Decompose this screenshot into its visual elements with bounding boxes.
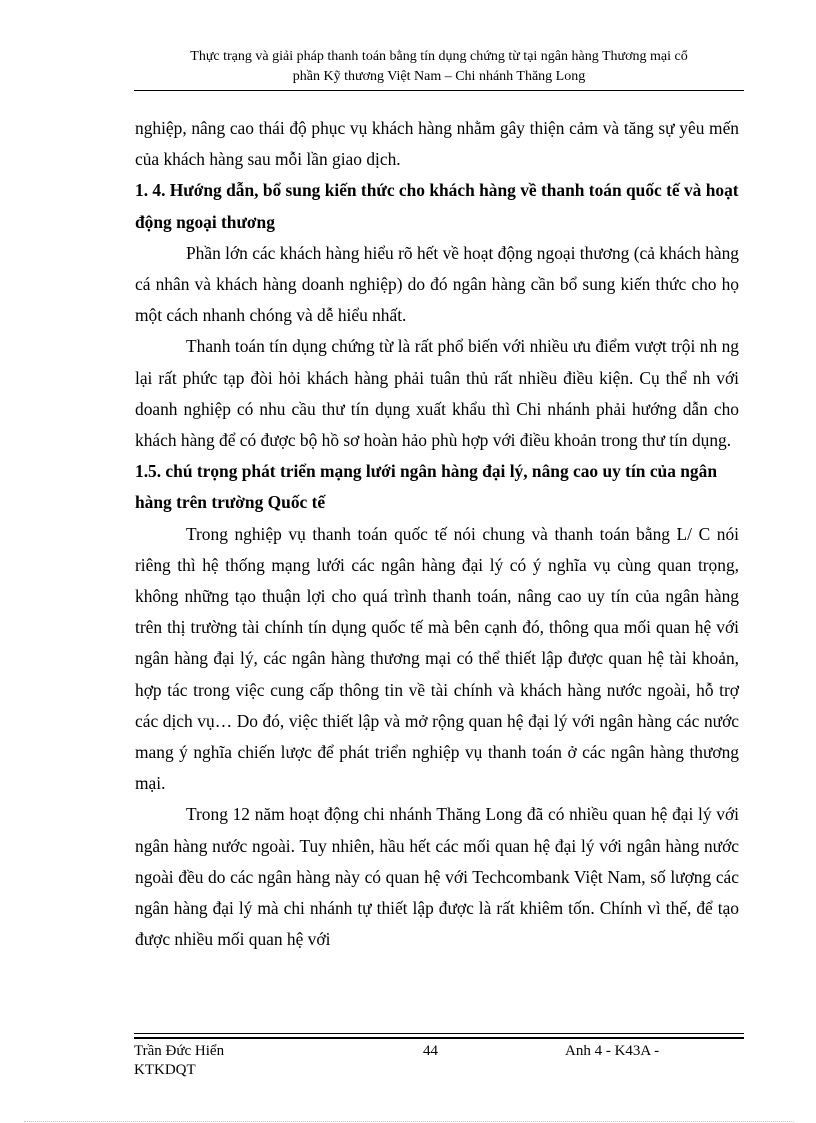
page-bottom-edge bbox=[24, 1121, 794, 1122]
footer-divider-thin bbox=[134, 1033, 744, 1034]
section-heading-1-4: 1. 4. Hướng dẫn, bổ sung kiến thức cho khách hàng về thanh toán quốc tế và hoạt động ngoại thương bbox=[135, 180, 739, 232]
header-title-line-2: phần Kỹ thương Việt Nam – Chi nhánh Thăng Long bbox=[292, 69, 586, 84]
page-header bbox=[134, 47, 744, 87]
section-heading-1-5: 1.5. chú trọng phát triển mạng lưới ngân hàng đại lý, nâng cao uy tín của ngân hàng trên trường Quốc tế bbox=[135, 461, 717, 513]
page-number: 44 bbox=[423, 1043, 438, 1059]
footer-author: Trần Đức Hiển KTKDQT bbox=[134, 1043, 225, 1078]
paragraph-continuation: nghiệp, nâng cao thái độ phục vụ khách hàng nhằm gây thiện cảm và tăng sự yêu mến của khách hàng sau mỗi lần giao dịch. bbox=[135, 118, 739, 170]
header-title-line-1: Thực trạng và giải pháp thanh toán bằng tín dụng chứng từ tại ngân hàng Thương mại cổ bbox=[190, 49, 688, 64]
footer-class-code: Anh 4 - K43A - bbox=[565, 1043, 660, 1059]
paragraph: Trong nghiệp vụ thanh toán quốc tế nói chung và thanh toán bằng L/ C nói riêng thì hệ thống mạng lưới các ngân hàng đại lý có ý nghĩa vụ cùng quan trọng, không những tạo thuận lợi cho quá trình thanh toán, nâng cao uy tín của ngân hàng trên thị trường tài chính tín dụng quốc tế mà bên cạnh đó, thông qua mối quan hệ với ngân hàng đại lý, các ngân hàng thương mại có thể thiết lập được quan hệ tài khoản, hợp tác trong việc cung cấp thông tin về tài chính và khách hàng nước ngoài, hỗ trợ các dịch vụ… Do đó, việc thiết lập và mở rộng quan hệ đại lý với ngân hàng các nước mang ý nghĩa chiến lược để phát triển nghiệp vụ thanh toán ở các ngân hàng thương mại. bbox=[135, 523, 739, 794]
paragraph: Trong 12 năm hoạt động chi nhánh Thăng Long đã có nhiều quan hệ đại lý với ngân hàng nước ngoài. Tuy nhiên, hầu hết các mối quan hệ đại lý với ngân hàng nước ngoài đều do các ngân hàng này có quan hệ với Techcombank Việt Nam, số lượng các ngân hàng đại lý mà chi nhánh tự thiết lập được là rất khiêm tốn. Chính vì thế, để tạo được nhiều mối quan hệ với bbox=[135, 804, 739, 950]
footer-divider-thick bbox=[134, 1037, 744, 1039]
paragraph: Phần lớn các khách hàng hiểu rõ hết về hoạt động ngoại thương (cả khách hàng cá nhân và khách hàng doanh nghiệp) do đó ngân hàng cần bổ sung kiến thức cho họ một cách nhanh chóng và dễ hiểu nhất. bbox=[135, 242, 739, 326]
document-body bbox=[135, 113, 739, 955]
paragraph: Thanh toán tín dụng chứng từ là rất phổ biến với nhiều ưu điểm vượt trội nh ng lại rất phức tạp đòi hỏi khách hàng phải tuân thủ rất nhiều điều kiện. Cụ thể nh với doanh nghiệp có nhu cầu thư tín dụng xuất khẩu thì Chi nhánh phải hướng dẫn cho khách hàng để có được bộ hồ sơ hoàn hảo phù hợp với điều khoản trong thư tín dụng. bbox=[135, 336, 739, 451]
header-divider bbox=[134, 90, 744, 91]
